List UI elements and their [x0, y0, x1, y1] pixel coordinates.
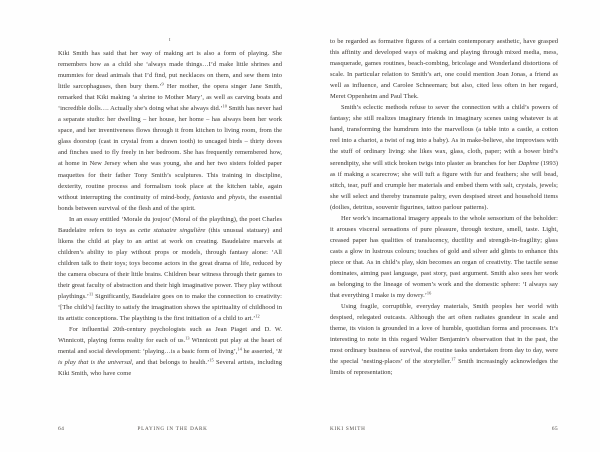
- footnote-marker: 11: [88, 291, 94, 297]
- verso-text-block: [0, 36, 300, 379]
- section-number: i: [169, 36, 171, 43]
- footnote-marker: 13: [185, 335, 190, 341]
- footnote-marker: 12: [255, 313, 260, 319]
- footnote-marker: 9: [161, 81, 164, 87]
- italic-phrase: physis: [228, 193, 245, 201]
- paragraph: Her work’s incarnational imagery appeals to the whole sensorium of the beholder: it arouses visceral sensations of pure pleasure, through texture, smell, taste. Light, creased paper has qualities of translucency, ductility and strength-in-fragility; glass casts a glow in lustrous colours; touches of gold and silver add glints to enhance this piece or that. As in child’s play, skin becomes an organ of creativity. The tactile sense dominates, aiming past language, past story, past argument. Smith also sees her work as belonging to the lineage of women’s work and the domestic sphere: ‘I always say that everything I make is my dowry.’$^{16}$: [330, 214, 558, 300]
- recto-page-number: 65: [551, 426, 558, 432]
- italic-phrase: Daphne: [518, 159, 539, 167]
- recto-text-block: [300, 36, 600, 378]
- italic-phrase: cette statuaire singulière: [138, 226, 206, 234]
- paragraph: Using fragile, corruptible, everyday materials, Smith peoples her world with despised, relegated outcasts. Although the art often radiates grandeur in scale and theme, its vision is grounded in a love of humble, quotidian forms and processes. It’s interesting to note in this regard Walter Benjamin’s observation that in the past, the most ordinary business of survival, the routine tasks undertaken from day to day, were the special ‘nesting-places’ of the storyteller.$^{17}$ Smith increasingly acknowledges the limits of representation;: [330, 303, 559, 377]
- paragraph: For influential 20th-century psychologists such as Jean Piaget and D. W. Winnicott, playing forms reality for each of us.$^{13}$ Winnicott put play at the heart of mental and social development: ‘playing…is a basic form of living’,$^{14}$ he asserted, ‘It is play that is the universal, and that belongs to health.’$^{15}$ Several artists, including Kiki Smith, who have come: [58, 326, 282, 378]
- recto-paragraphs: [330, 36, 558, 378]
- italic-phrase: fantasia: [193, 193, 215, 201]
- footnote-marker: 14: [237, 346, 242, 352]
- italic-phrase: It is play that is the universal: [58, 348, 282, 367]
- verso-running-head: PLAYING IN THE DARK: [137, 426, 208, 432]
- recto-page: [300, 0, 600, 452]
- verso-folio: [0, 426, 300, 432]
- paragraph: In an essay entitled ‘Morale du joujou’ (Moral of the plaything), the poet Charles Baudelaire refers to toys as cette statuaire singulière (this unusual statuary) and likens the child at play to an artist at work on creating. Baudelaire marvels at children’s ability to play without props or models, through fantasy alone: ‘All children talk to their toys; toys become actors in the great drama of life, reduced by the camera obscura of their little brains. Children bear witness through their games to their great faculty of abstraction and their high imaginative power. They play without playthings.’$^{11}$ Significantly, Baudelaire goes on to make the connection to creativity: ‘[The child’s] facility to satisfy the imagination shows the spirituality of childhood in its artistic conceptions. The plaything is the first initiation of a child to art.’$^{12}$: [58, 215, 282, 323]
- footnote-marker: 16: [426, 290, 432, 296]
- verso-paragraphs: [58, 48, 282, 379]
- recto-folio: [300, 426, 600, 432]
- recto-running-head: KIKI SMITH: [330, 426, 366, 432]
- paragraph: Smith’s eclectic methods refuse to sever the connection with a child’s powers of fantasy; she still realizes imaginary friends in imaginary scenes using whatever is at hand, transforming the humdrum into the marvellous (a table into a castle, a cotton reel into a chariot, a twist of rag into a baby). As in make-believe, she improvises with the stuff of ordinary living: she likes wax, glass, cloth, paper; with a bower bird’s serendipity, she will stick broken twigs into plaster as branches for her Daphne (1993) as if making a scarecrow; she will tuft a figure with fur and feathers; she will bead, stitch, tear, puff and crumple her materials and embed them with salt, crystals, jewels; she will select and thereby transmute paltry, even despised street and household items (doilies, detritus, souvenir figurines, tattoo parlour patterns).: [330, 104, 558, 211]
- paragraph: to be regarded as formative figures of a certain contemporary aesthetic, have grasped this affinity and developed ways of making and playing through mixed media, mess, masquerade, games routines, beach-combing, bricolage and Wonderland distortions of scale. In particular relation to Smith’s art, one could mention Joan Jonas, a friend as well as influence, and Carolee Schneeman; but also, cited less often in her regard, Meret Oppenheim and Paul Thek.: [330, 38, 558, 101]
- verso-page-number: 64: [58, 426, 65, 432]
- footnote-marker: 15: [209, 358, 214, 364]
- footnote-marker: 17: [451, 357, 456, 363]
- paragraph: Kiki Smith has said that her way of making art is also a form of playing. She remembers how as a child she ‘always made things…I’d make little shrines and mummies for dead animals that I’d find, put necklaces on them, and sew them into little sarcophaguses, then bury them.’$^9$ Her mother, the opera singer Jane Smith, remarked that Kiki making ‘a shrine to Mother Mary’, as well as carving boats and ‘incredible dolls…. Actually she’s doing what she always did.’$^{10}$ Smith has never had a separate studio: her dwelling – her house, her home – has always been her work space, and her inventiveness flows through it from kitchen to living room, from the glass doorstop (cast in crystal from a drawn tooth) to uncaged birds – thirty doves and finches used to fly freely in her bedroom. She has frequently remembered how, at home in New Jersey when she was young, she and her two sisters folded paper maquettes for their father Tony Smith’s sculptures. This training in discipline, dexterity, routine process and formalism took place at the kitchen table, again without interrupting the continuity of mind-body, fantasia and physis, the essential bonds between survival of the flesh and of the spirit.: [58, 50, 283, 212]
- footnote-marker: 10: [222, 103, 227, 109]
